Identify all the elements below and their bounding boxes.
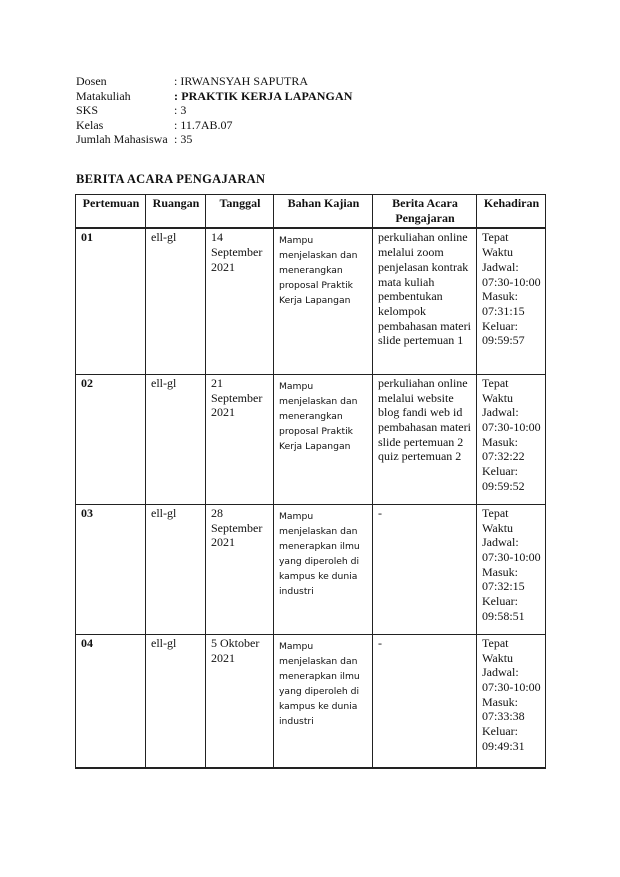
cell-berita-acara: - [373, 504, 477, 634]
table-header-row [76, 195, 546, 229]
table-row [76, 374, 546, 504]
cell-ruangan: ell-gl [146, 504, 206, 634]
info-value: : IRWANSYAH SAPUTRA [174, 74, 309, 88]
header-berita-acara: Berita Acara Pengajaran [373, 195, 477, 229]
cell-tanggal: 5 Oktober 2021 [206, 634, 274, 768]
cell-kehadiran: Tepat Waktu Jadwal: 07:30-10:00 Masuk: 07:32:15 Keluar: 09:58:51 [477, 504, 546, 634]
info-label: Jumlah Mahasiswa [76, 132, 168, 147]
info-row [76, 103, 353, 118]
cell-berita-acara: perkuliahan online melalui zoom penjelasan kontrak mata kuliah pembentukan kelompok pembahasan materi slide pertemuan 1 [373, 228, 477, 374]
cell-bahan-kajian: Mampu menjelaskan dan menerangkan proposal Praktik Kerja Lapangan [274, 374, 373, 504]
cell-bahan-kajian: Mampu menjelaskan dan menerangkan proposal Praktik Kerja Lapangan [274, 228, 373, 374]
table-row [76, 504, 546, 634]
cell-pertemuan: 04 [76, 634, 146, 768]
cell-kehadiran: Tepat Waktu Jadwal: 07:30-10:00 Masuk: 07:31:15 Keluar: 09:59:57 [477, 228, 546, 374]
cell-tanggal: 14 September 2021 [206, 228, 274, 374]
cell-pertemuan: 01 [76, 228, 146, 374]
info-value: : PRAKTIK KERJA LAPANGAN [174, 88, 353, 103]
teaching-record-table [75, 194, 546, 769]
cell-tanggal: 21 September 2021 [206, 374, 274, 504]
table-row [76, 228, 546, 374]
cell-kehadiran: Tepat Waktu Jadwal: 07:30-10:00 Masuk: 07:33:38 Keluar: 09:49:31 [477, 634, 546, 768]
cell-pertemuan: 03 [76, 504, 146, 634]
info-value: : 11.7AB.07 [174, 117, 233, 132]
cell-bahan-kajian: Mampu menjelaskan dan menerapkan ilmu yang diperoleh di kampus ke dunia industri [274, 634, 373, 768]
info-row [76, 89, 353, 104]
info-label: Dosen [76, 74, 107, 88]
header-bahan-kajian: Bahan Kajian [274, 195, 373, 229]
header-pertemuan: Pertemuan [76, 195, 146, 229]
header-ruangan: Ruangan [146, 195, 206, 229]
info-label: SKS [76, 103, 99, 118]
info-label: Matakuliah [76, 88, 131, 103]
cell-tanggal: 28 September 2021 [206, 504, 274, 634]
cell-bahan-kajian: Mampu menjelaskan dan menerapkan ilmu yang diperoleh di kampus ke dunia industri [274, 504, 373, 634]
header-tanggal: Tanggal [206, 195, 274, 229]
section-title: BERITA ACARA PENGAJARAN [76, 172, 266, 186]
course-info [76, 74, 353, 147]
info-row [76, 118, 353, 133]
cell-ruangan: ell-gl [146, 228, 206, 374]
info-value: : 3 [174, 103, 187, 118]
cell-pertemuan: 02 [76, 374, 146, 504]
header-kehadiran: Kehadiran [477, 195, 546, 229]
cell-kehadiran: Tepat Waktu Jadwal: 07:30-10:00 Masuk: 07:32:22 Keluar: 09:59:52 [477, 374, 546, 504]
cell-ruangan: ell-gl [146, 374, 206, 504]
info-row [76, 132, 353, 147]
cell-berita-acara: - [373, 634, 477, 768]
info-label: Kelas [76, 117, 104, 132]
cell-berita-acara: perkuliahan online melalui website blog fandi web id pembahasan materi slide pertemuan 2 quiz pertemuan 2 [373, 374, 477, 504]
info-row [76, 74, 353, 89]
cell-ruangan: ell-gl [146, 634, 206, 768]
table-row [76, 634, 546, 768]
info-value: : 35 [174, 132, 193, 147]
